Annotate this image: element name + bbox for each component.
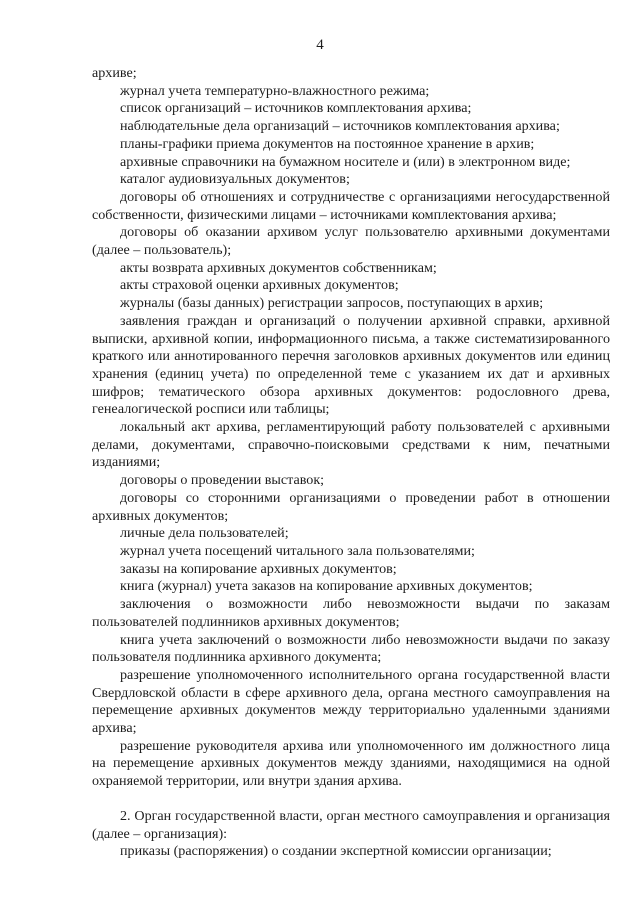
list-item: разрешение уполномоченного исполнительного органа государственной власти Свердловской области в сфере архивного дела, органа местного самоуправления на перемещение архивных документов между территориально удаленными зданиями архива;	[92, 666, 610, 737]
list-item: разрешение руководителя архива или уполномоченного им должностного лица на перемещение архивных документов между зданиями, находящимися на одной охраняемой территории, или внутри здания архива.	[92, 737, 610, 790]
document-body	[92, 65, 610, 861]
list-item: журнал учета посещений читального зала пользователями;	[120, 542, 475, 559]
list-item: наблюдательные дела организаций – источников комплектования архива;	[120, 118, 560, 135]
list-item: акты возврата архивных документов собственникам;	[120, 259, 437, 276]
list-item: журналы (базы данных) регистрации запросов, поступающих в архив;	[120, 295, 544, 312]
list-item: акты страховой оценки архивных документов;	[120, 277, 399, 294]
paragraph: архиве;	[92, 65, 137, 81]
list-item: приказы (распоряжения) о создании экспертной комиссии организации;	[120, 843, 552, 860]
list-item: архивные справочники на бумажном носителе и (или) в электронном виде;	[120, 153, 571, 170]
list-item: договоры со сторонними организациями о проведении работ в отношении архивных документов;	[92, 489, 610, 524]
list-item: заключения о возможности либо невозможности выдачи по заказам пользователей подлинников архивных документов;	[92, 596, 610, 630]
list-item: планы-графики приема документов на постоянное хранение в архив;	[120, 135, 535, 152]
page-number: 4	[316, 37, 324, 53]
list-item: договоры об оказании архивом услуг пользователю архивными документами (далее – пользователь);	[92, 224, 610, 259]
list-item: договоры о проведении выставок;	[120, 472, 325, 489]
list-item: заявления граждан и организаций о получении архивной справки, архивной выписки, архивной копии, информационного письма, а также систематизированного краткого или аннотированного перечня заголовков архивных документов или единиц хранения (единиц учета) по определенной теме с указанием их дат и архивных шифров; тематического обзора архивных документов: родословного древа, генеалогической росписи или таблицы;	[92, 312, 610, 418]
list-item: локальный акт архива, регламентирующий работу пользователей с архивными делами, документами, справочно-поисковыми средствами к ним, печатными изданиями;	[92, 419, 610, 471]
list-item: журнал учета температурно-влажностного режима;	[120, 82, 430, 99]
list-item: заказы на копирование архивных документов;	[120, 560, 397, 577]
list-item: список организаций – источников комплектования архива;	[120, 100, 472, 117]
list-item: личные дела пользователей;	[120, 525, 289, 542]
section-heading: 2. Орган государственной власти, орган местного самоуправления и организация (далее – организация):	[92, 807, 610, 842]
list-item: книга учета заключений о возможности либо невозможности выдачи по заказу пользователя подлинника архивного документа;	[92, 631, 610, 666]
list-item: книга (журнал) учета заказов на копирование архивных документов;	[120, 578, 533, 595]
list-item: договоры об отношениях и сотрудничестве с организациями негосударственной собственности, физическими лицами – источниками комплектования архива;	[92, 188, 610, 223]
list-item: каталог аудиовизуальных документов;	[120, 171, 350, 188]
